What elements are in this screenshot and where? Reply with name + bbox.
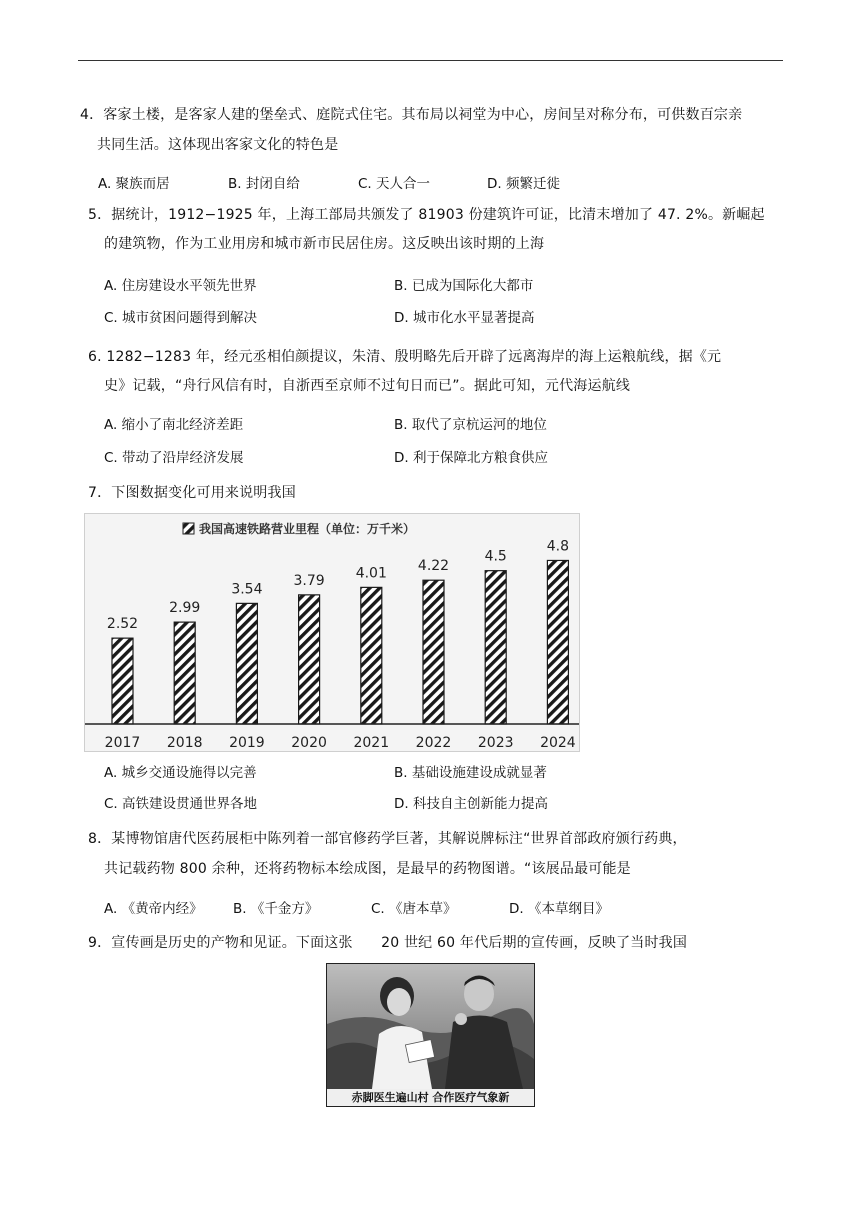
rail-mileage-chart-svg [85,514,579,751]
bar-2020 [299,595,320,724]
q5-option-c: C. 城市贫困问题得到解决 [104,310,258,326]
q6-option-c: C. 带动了沿岸经济发展 [104,450,244,466]
q4-option-a: A. 聚族而居 [98,176,170,192]
q8-option-a: A. 《黄帝内经》 [104,901,203,917]
x-tick-label-2019: 2019 [229,735,265,751]
value-label-2023: 4.5 [484,548,507,565]
q5-option-b: B. 已成为国际化大都市 [394,278,534,294]
q4-stem-line2: 共同生活。这体现出客家文化的特色是 [97,137,339,153]
chart-legend [183,521,415,536]
q7-option-d: D. 科技自主创新能力提高 [394,796,548,812]
q4-option-b: B. 封闭自给 [228,176,300,192]
rail-mileage-chart [84,513,580,752]
q4-option-c: C. 天人合一 [358,176,431,192]
q5-option-d: D. 城市化水平显著提高 [394,310,535,326]
q4-option-d: D. 频繁迁徙 [487,176,560,192]
x-tick-label-2022: 2022 [415,735,452,751]
value-label-2017: 2.52 [106,616,139,633]
top-rule [78,60,783,61]
q8-option-d: D. 《本草纲目》 [509,901,609,917]
q8-option-c: C. 《唐本草》 [371,901,457,917]
q6-option-b: B. 取代了京杭运河的地位 [394,417,547,433]
q5-stem-line1: 5．据统计，1912−1925 年，上海工部局共颁发了 81903 份建筑许可证，比清末增加了 47. 2%。新崛起 [88,207,765,223]
value-label-2018: 2.99 [169,600,201,617]
x-tick-label-2021: 2021 [353,735,390,751]
q7-option-c: C. 高铁建设贯通世界各地 [104,796,258,812]
x-tick-label-2017: 2017 [104,735,141,751]
q4-stem-line1: 4．客家土楼，是客家人建的堡垒式、庭院式住宅。其布局以祠堂为中心，房间呈对称分布，可供数百宗亲 [80,107,743,123]
bar-2019 [236,603,257,724]
q7-stem-line1: 7．下图数据变化可用来说明我国 [88,485,296,501]
poster-illustration [327,964,534,1089]
q6-stem-line1: 6. 1282−1283 年，经元丞相伯颜提议，朱清、殷明略先后开辟了远离海岸的海上运粮航线，据《元 [88,349,722,365]
propaganda-poster [326,963,535,1107]
q6-stem-line2: 史》记载，“舟行风信有时，自浙西至京师不过旬日而已”。据此可知，元代海运航线 [104,378,631,394]
value-label-2024: 4.8 [546,538,570,555]
x-tick-label-2018: 2018 [166,735,203,751]
x-tick-label-2023: 2023 [477,735,514,751]
poster-caption: 赤脚医生遍山村 合作医疗气象新 [327,1089,534,1106]
q6-option-d: D. 利于保障北方粮食供应 [394,450,548,466]
legend-swatch [183,523,194,534]
q8-stem-line2: 共记载药物 800 余种，还将药物标本绘成图，是最早的药物图谱。“该展品最可能是 [104,861,631,877]
chart-title: 我国高速铁路营业里程（单位：万千米） [199,522,416,536]
bar-2023 [485,571,506,724]
q9-stem-line1: 9．宣传画是历史的产物和见证。下面这张 20 世纪 60 年代后期的宣传画，反映了当时我国 [88,935,688,951]
value-label-2019: 3.54 [231,581,263,598]
q7-option-a: A. 城乡交通设施得以完善 [104,765,257,781]
q6-option-a: A. 缩小了南北经济差距 [104,417,244,433]
value-label-2022: 4.22 [417,558,450,575]
bar-2022 [423,580,444,724]
bar-2021 [361,587,382,724]
bar-2018 [174,622,195,724]
bar-2024 [547,560,568,724]
q7-option-b: B. 基础设施建设成就显著 [394,765,547,781]
q8-stem-line1: 8．某博物馆唐代医药展柜中陈列着一部官修药学巨著，其解说牌标注“世界首部政府颁行药典， [88,831,687,847]
x-tick-label-2020: 2020 [291,735,327,751]
q5-stem-line2: 的建筑物，作为工业用房和城市新市民居住房。这反映出该时期的上海 [104,236,545,252]
q5-option-a: A. 住房建设水平领先世界 [104,278,257,294]
value-label-2021: 4.01 [355,565,387,582]
q8-option-b: B. 《千金方》 [233,901,319,917]
x-tick-label-2024: 2024 [540,735,576,751]
bar-2017 [112,638,133,724]
value-label-2020: 3.79 [293,572,325,589]
